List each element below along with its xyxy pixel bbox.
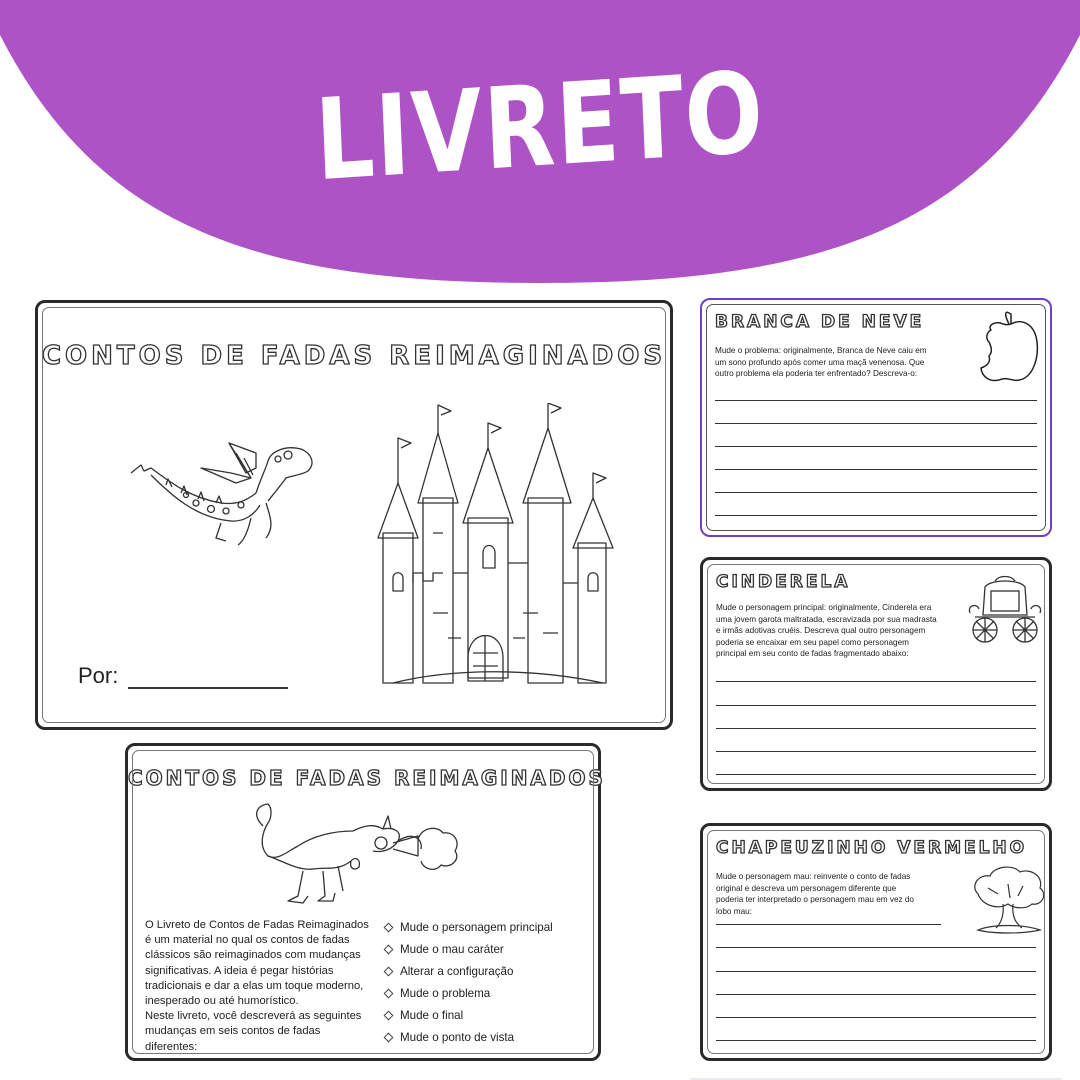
writing-line[interactable] [715, 492, 1037, 493]
change-item [382, 916, 553, 938]
prompt-line: original e descreva um personagem diferente que [716, 883, 897, 893]
description-line: inesperado ou até humorístico. [145, 995, 299, 1008]
writing-line[interactable] [715, 400, 1037, 401]
writing-line[interactable] [716, 751, 1036, 752]
writing-line[interactable] [716, 681, 1036, 682]
prompt-line: lobo mau: [716, 906, 752, 916]
prompt-line: principal em seu conto de fadas fragmentado abaixo: [716, 649, 909, 659]
change-label: Alterar a configuração [400, 964, 514, 978]
change-item [382, 960, 553, 982]
change-item [382, 938, 553, 960]
banner-title: LIVRETO [312, 47, 768, 207]
diamond-bullet-icon [384, 1010, 394, 1020]
change-label: Mude o personagem principal [400, 920, 553, 934]
author-field[interactable] [78, 663, 288, 689]
diamond-bullet-icon [384, 966, 394, 976]
prompt-line: outro problema ela poderia ter enfrentado? Descreva-o: [715, 369, 918, 379]
tale-prompt [716, 602, 937, 660]
author-blank-line[interactable] [128, 667, 288, 689]
change-label: Mude o problema [400, 986, 491, 1000]
writing-line[interactable] [716, 774, 1036, 775]
changes-list [382, 916, 553, 1048]
prompt-line: uma jovem garota maltratada, escravizada por sua madrasta [716, 614, 937, 624]
description-line: significativas. A ideia é pegar histórias [145, 964, 334, 977]
change-item [382, 1026, 553, 1048]
tale-title: BRANCA DE NEVE [715, 312, 925, 332]
tale-title: CINDERELA [716, 572, 851, 592]
tale-card-branca-de-neve [700, 298, 1052, 537]
writing-line[interactable] [716, 1017, 1036, 1018]
change-label: Mude o ponto de vista [400, 1030, 515, 1044]
description-line: Neste livreto, você descreverá as seguintes [145, 1010, 362, 1023]
writing-line[interactable] [715, 446, 1037, 447]
intro-title: CONTOS DE FADAS REIMAGINADOS [128, 766, 606, 790]
change-label: Mude o mau caráter [400, 942, 504, 956]
dragon-icon [126, 423, 326, 563]
intro-description [145, 918, 370, 1055]
writing-line[interactable] [716, 705, 1036, 706]
prompt-line: Mude o personagem mau: reinvente o conto de fadas [716, 872, 911, 881]
prompt-line: um sono profundo após comer uma maçã venenosa. Que [715, 357, 925, 367]
prompt-line: Mude o problema: originalmente, Branca de Neve caiu em [715, 346, 927, 355]
apple-icon [977, 310, 1042, 385]
writing-line[interactable] [716, 1040, 1036, 1041]
writing-line[interactable] [715, 469, 1037, 470]
tale-card-cinderela [700, 557, 1052, 791]
writing-line[interactable] [715, 515, 1037, 516]
description-line: O Livreto de Contos de Fadas Reimaginados [145, 919, 369, 931]
writing-line[interactable] [715, 423, 1037, 424]
cover-title: CONTOS DE FADAS REIMAGINADOS [41, 341, 667, 371]
header-banner [0, 0, 1080, 290]
carriage-icon [965, 575, 1045, 645]
description-line: é um material no qual os contos de fadas [145, 934, 350, 947]
writing-line[interactable] [716, 971, 1036, 972]
diamond-bullet-icon [384, 988, 394, 998]
diamond-bullet-icon [384, 1032, 394, 1042]
author-label: Por: [78, 663, 119, 688]
description-line: mudanças em seis contos de fadas [145, 1025, 321, 1038]
tale-prompt [715, 345, 927, 380]
tale-prompt [716, 871, 914, 917]
prompt-line: Mude o personagem principal: originalmente, Cinderela era [716, 603, 932, 612]
change-item [382, 982, 553, 1004]
change-label: Mude o final [400, 1008, 464, 1022]
writing-line-short[interactable] [716, 924, 941, 925]
wolf-blowing-icon [243, 801, 463, 911]
writing-line[interactable] [716, 994, 1036, 995]
description-line: diferentes: [145, 1040, 198, 1053]
prompt-line: e irmãs adotivas cruéis. Descreva qual outro personagem [716, 626, 926, 636]
writing-line[interactable] [716, 728, 1036, 729]
tree-icon [968, 864, 1048, 934]
writing-line[interactable] [716, 947, 1036, 948]
change-item [382, 1004, 553, 1026]
diamond-bullet-icon [384, 922, 394, 932]
tale-title: CHAPEUZINHO VERMELHO [716, 838, 1028, 858]
description-line: clássicos são reimaginados com mudanças [145, 949, 361, 962]
diamond-bullet-icon [384, 944, 394, 954]
description-line: tradicionais e dar a elas um toque moderno, [145, 979, 364, 992]
booklet-cover-page [35, 300, 673, 730]
prompt-line: poderia se encaixar em seu papel como personagem [716, 637, 909, 647]
booklet-intro-page [125, 743, 606, 1061]
prompt-line: poderia ter interpretado o personagem mau em vez do [716, 895, 914, 905]
castle-icon [353, 403, 633, 688]
tale-card-chapeuzinho-vermelho [700, 823, 1052, 1061]
